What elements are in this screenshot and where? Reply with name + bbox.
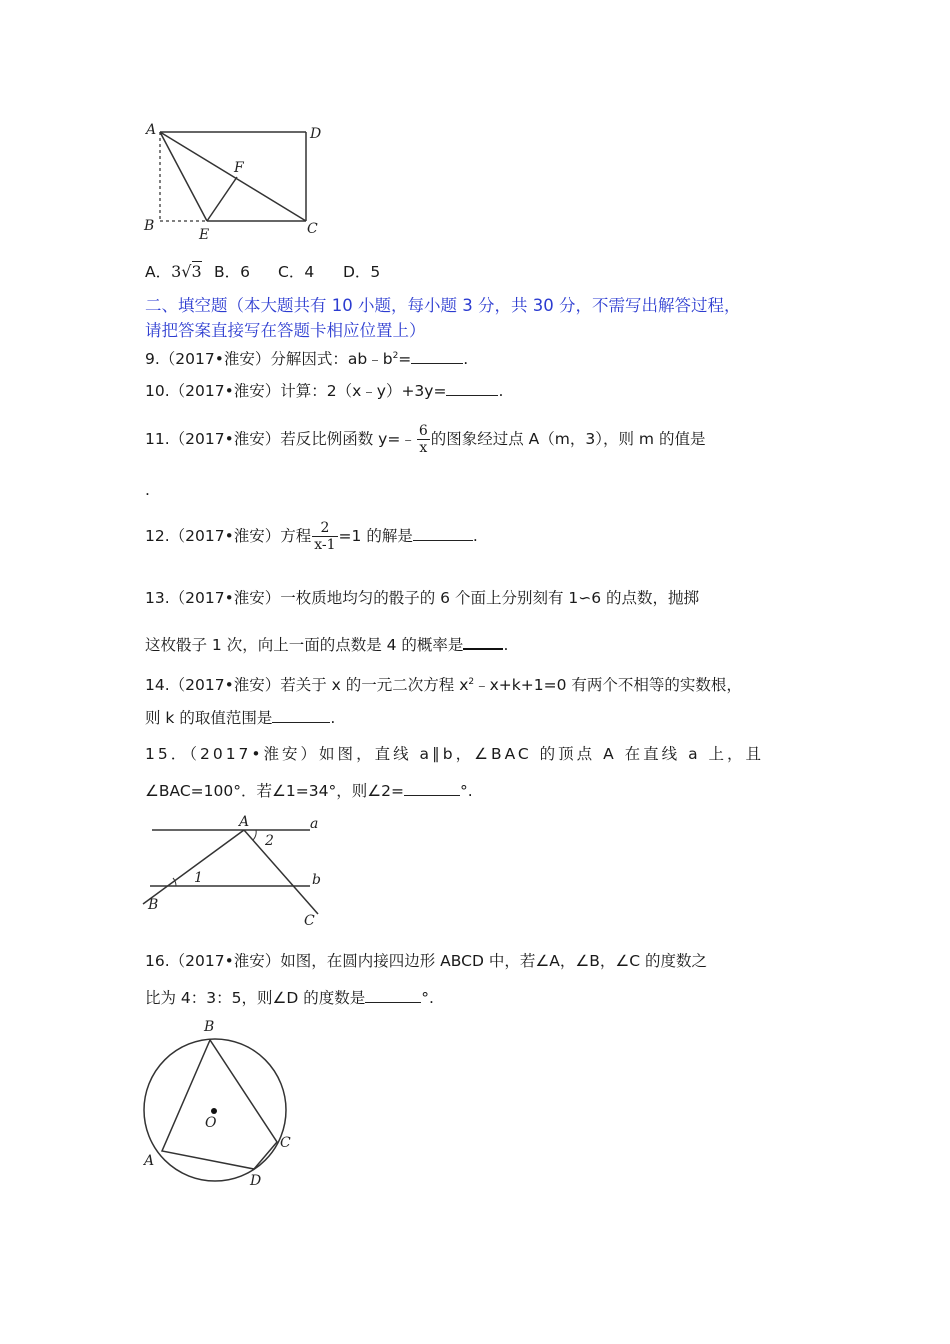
option-b: B．6 (214, 263, 250, 281)
answer-blank (365, 988, 421, 1003)
question-9: 9.（2017•淮安）分解因式：$ab﹣b^2=$ . (145, 350, 469, 368)
label-B: B (204, 1019, 215, 1035)
question-15-line1: 15．（2017•淮安）如图，直线 a∥b，∠BAC 的顶点 A 在直线 a 上，且 (145, 745, 764, 763)
answer-blank (411, 349, 463, 364)
label-A: A (146, 122, 157, 138)
fraction-2-over-x-1: $\frac{2}{x-1}$ (314, 520, 336, 553)
question-11-line2: . (145, 481, 150, 499)
figure3-shapes (144, 1039, 286, 1181)
question-14-line2: 则 k 的取值范围是 . (145, 709, 336, 727)
label-b: b (312, 872, 321, 888)
answer-blank (463, 634, 503, 650)
label-B: B (144, 218, 155, 234)
figure-parallel-lines (140, 812, 340, 930)
option-d: D．5 (343, 263, 381, 281)
label-2: 2 (265, 833, 274, 849)
label-E: E (199, 227, 210, 243)
option-a-radicand: 3 (191, 262, 202, 281)
option-a-coef: 3 (171, 262, 182, 281)
fraction-6-over-x: $\frac{6}{x}$ (418, 423, 428, 456)
question-15-line2: ∠BAC=100°．若∠1=34°，则∠2= °. (145, 782, 473, 800)
question-13-line2: 这枚骰子 1 次，向上一面的点数是 4 的概率是 . (145, 636, 509, 654)
answer-blank (446, 381, 498, 396)
option-a: A．3√3 (145, 262, 202, 281)
label-C: C (304, 913, 315, 929)
label-C: C (280, 1135, 291, 1151)
question-11: 11.（2017•淮安）若反比例函数 y=﹣ $\frac{6}{x}$ 的图象经过点 A（m，3），则 m 的值是 (145, 423, 706, 456)
figure-cyclic-quadrilateral (140, 1015, 310, 1190)
answer-blank (272, 708, 330, 723)
section-title-line1: 二、填空题（本大题共有 10 小题，每小题 3 分，共 30 分，不需写出解答过程， (145, 296, 741, 315)
question-14-line1: 14.（2017•淮安）若关于 x 的一元二次方程 $x^2﹣x+k+1=0$ 有两个不相等的实数根， (145, 676, 742, 694)
label-A: A (144, 1153, 155, 1169)
section-title-line2: 请把答案直接写在答题卡相应位置上） (145, 321, 426, 340)
question-13-line1: 13.（2017•淮安）一枚质地均匀的骰子的 6 个面上分别刻有 1∽6 的点数，抛掷 (145, 589, 700, 607)
label-A: A (239, 814, 250, 830)
label-O: O (205, 1115, 217, 1131)
label-D: D (310, 126, 322, 142)
question-12: 12.（2017•淮安）方程 $\frac{2}{x-1}$ =1 的解是 . (145, 520, 478, 553)
figure2-shapes (143, 830, 318, 914)
option-c: C．4 (278, 263, 315, 281)
question-16-line2: 比为 4：3：5，则∠D 的度数是 °. (145, 989, 434, 1007)
answer-blank (413, 526, 473, 541)
label-a: a (310, 816, 319, 832)
label-1: 1 (194, 870, 203, 886)
question-10: 10.（2017•淮安）计算：2（x﹣y）+3y= . (145, 382, 504, 400)
label-F: F (234, 160, 244, 176)
figure1-shapes (160, 132, 306, 221)
label-C: C (307, 221, 318, 237)
question-16-line1: 16.（2017•淮安）如图，在圆内接四边形 ABCD 中，若∠A，∠B，∠C 的度数之 (145, 952, 707, 970)
radical-icon: √ (181, 262, 192, 281)
answer-blank (404, 781, 460, 796)
figure-rectangle-fold (140, 120, 340, 245)
label-D: D (250, 1173, 262, 1189)
label-B: B (148, 897, 159, 913)
